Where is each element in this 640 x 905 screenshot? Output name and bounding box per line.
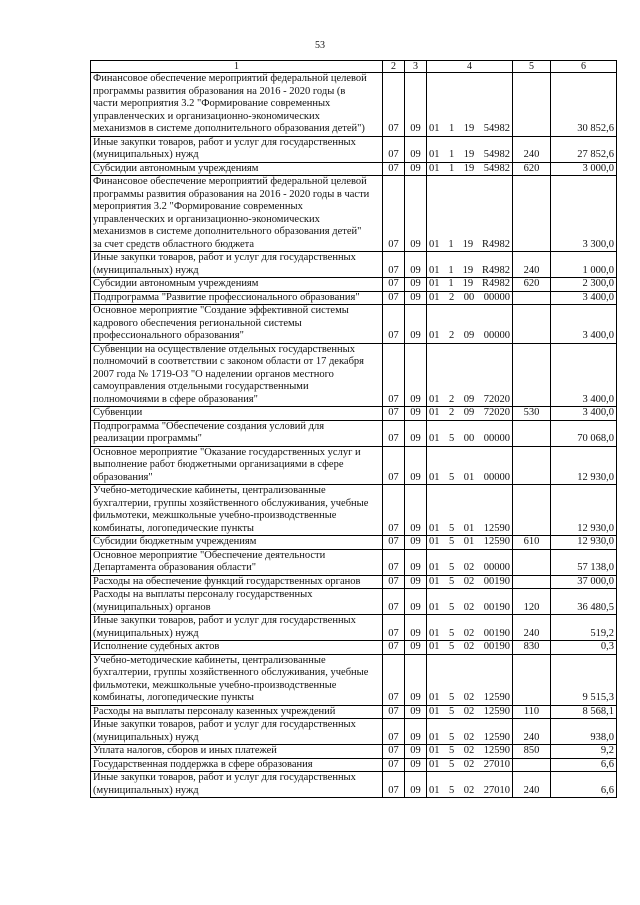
subsection-code: 09 — [405, 745, 427, 759]
table-row — [91, 446, 617, 485]
target-article-code — [427, 485, 513, 536]
table-row — [91, 719, 617, 745]
expense-type-code: 530 — [513, 407, 551, 421]
program-code: 01 — [429, 627, 440, 639]
row-description: Основное мероприятие "Оказание государственных услуг и выполнение работ бюджетными организациями в сфере образования" — [91, 446, 383, 485]
target-article-code — [427, 758, 513, 772]
subprogram-code: 1 — [448, 238, 454, 250]
expense-type-code: 850 — [513, 745, 551, 759]
direction-code: 12590 — [483, 705, 510, 717]
table-row — [91, 73, 617, 137]
amount: 1 000,0 — [551, 252, 617, 278]
column-header: 1 — [91, 61, 383, 73]
expense-type-code — [513, 291, 551, 305]
direction-code: 12590 — [483, 692, 510, 703]
row-description: Иные закупки товаров, работ и услуг для государственных (муниципальных) нужд — [91, 719, 383, 745]
table-row — [91, 278, 617, 292]
measure-code: 02 — [463, 731, 475, 743]
expense-type-code — [513, 305, 551, 344]
amount: 3 300,0 — [551, 176, 617, 252]
target-article-code — [427, 549, 513, 575]
measure-code: 09 — [463, 407, 475, 418]
target-article-code — [427, 641, 513, 655]
subprogram-code: 1 — [449, 123, 455, 134]
amount: 0,3 — [551, 641, 617, 655]
program-code: 01 — [429, 393, 440, 405]
section-code: 07 — [383, 420, 405, 446]
table-row — [91, 641, 617, 655]
subprogram-code: 2 — [449, 407, 455, 418]
direction-code: 00190 — [483, 601, 510, 613]
subsection-code: 09 — [405, 654, 427, 705]
section-code: 07 — [383, 758, 405, 772]
section-code: 07 — [383, 575, 405, 589]
direction-code: 00000 — [483, 291, 510, 303]
measure-code: 01 — [463, 471, 475, 483]
subsection-code: 09 — [405, 705, 427, 719]
direction-code: 00190 — [483, 627, 510, 639]
program-code: 01 — [429, 149, 440, 160]
table-row — [91, 291, 617, 305]
direction-code: 12590 — [483, 536, 510, 547]
program-code: 01 — [429, 692, 440, 703]
header-row — [91, 61, 617, 73]
section-code: 07 — [383, 745, 405, 759]
amount: 3 400,0 — [551, 343, 617, 407]
subsection-code: 09 — [405, 305, 427, 344]
row-description: Финансовое обеспечение мероприятий федеральной целевой программы развития образования на 2016 - 2020 годы в части мероприятия 3.2 "Формирование современных управленческих и организационно-экономических механизмов в системе дополнительного образования детей" за счет средств областного бюджета — [91, 176, 383, 252]
program-code: 01 — [429, 601, 440, 613]
subprogram-code: 2 — [449, 393, 455, 405]
row-description: Уплата налогов, сборов и иных платежей — [91, 745, 383, 759]
direction-code: R4982 — [481, 238, 510, 250]
amount: 6,6 — [551, 772, 617, 798]
subsection-code: 09 — [405, 549, 427, 575]
measure-code: 09 — [463, 393, 475, 405]
subsection-code: 09 — [405, 278, 427, 292]
program-code: 01 — [429, 330, 440, 341]
target-article-code — [427, 705, 513, 719]
row-description: Государственная поддержка в сфере образования — [91, 758, 383, 772]
measure-code: 00 — [463, 291, 475, 303]
table-row — [91, 407, 617, 421]
row-description: Учебно-методические кабинеты, централизованные бухгалтерии, группы хозяйственного обслуживания, учебные фильмотеки, межшкольные учебно-производственные комбинаты, логопедические пункты — [91, 485, 383, 536]
section-code: 07 — [383, 73, 405, 137]
amount: 70 068,0 — [551, 420, 617, 446]
table-row — [91, 485, 617, 536]
target-article-code — [427, 575, 513, 589]
subprogram-code: 5 — [449, 471, 455, 483]
expense-type-code — [513, 758, 551, 772]
subprogram-code: 1 — [449, 162, 455, 174]
measure-code: 02 — [463, 601, 475, 613]
measure-code: 02 — [463, 758, 475, 770]
subsection-code: 09 — [405, 641, 427, 655]
direction-code: 72020 — [483, 407, 510, 418]
section-code: 07 — [383, 719, 405, 745]
section-code: 07 — [383, 305, 405, 344]
subprogram-code: 5 — [449, 601, 455, 613]
direction-code: 00190 — [483, 575, 510, 587]
subsection-code: 09 — [405, 446, 427, 485]
target-article-code — [427, 162, 513, 176]
program-code: 01 — [429, 784, 440, 796]
table-row — [91, 615, 617, 641]
program-code: 01 — [429, 264, 440, 276]
subprogram-code: 5 — [449, 627, 455, 639]
measure-code: 01 — [463, 536, 475, 547]
expense-type-code — [513, 446, 551, 485]
subprogram-code: 5 — [449, 522, 455, 534]
table-row — [91, 589, 617, 615]
expense-type-code: 110 — [513, 705, 551, 719]
measure-code: 02 — [463, 784, 475, 796]
direction-code: 00190 — [483, 641, 510, 652]
expense-type-code — [513, 485, 551, 536]
row-description: Исполнение судебных актов — [91, 641, 383, 655]
direction-code: 54982 — [483, 123, 510, 134]
amount: 12 930,0 — [551, 536, 617, 550]
section-code: 07 — [383, 291, 405, 305]
row-description: Иные закупки товаров, работ и услуг для государственных (муниципальных) нужд — [91, 136, 383, 162]
target-article-code — [427, 745, 513, 759]
amount: 3 400,0 — [551, 291, 617, 305]
measure-code: 02 — [463, 641, 475, 652]
subsection-code: 09 — [405, 176, 427, 252]
subprogram-code: 1 — [448, 264, 454, 276]
section-code: 07 — [383, 446, 405, 485]
subprogram-code: 5 — [449, 758, 455, 770]
subprogram-code: 5 — [449, 731, 455, 743]
expense-type-code — [513, 420, 551, 446]
table-row — [91, 745, 617, 759]
subprogram-code: 2 — [449, 330, 455, 341]
page-number: 53 — [315, 40, 325, 51]
program-code: 01 — [429, 522, 440, 534]
column-header: 3 — [405, 61, 427, 73]
target-article-code — [427, 407, 513, 421]
row-description: Финансовое обеспечение мероприятий федеральной целевой программы развития образования на 2016 - 2020 годы (в части мероприятия 3.2 "Формирование современных управленческих и организационно-экономических механизмов в системе дополнительного образования детей") — [91, 73, 383, 137]
direction-code: 27010 — [483, 784, 510, 796]
amount: 57 138,0 — [551, 549, 617, 575]
direction-code: 27010 — [483, 758, 510, 770]
expense-type-code: 120 — [513, 589, 551, 615]
section-code: 07 — [383, 705, 405, 719]
section-code: 07 — [383, 589, 405, 615]
measure-code: 19 — [463, 123, 475, 134]
expense-type-code — [513, 654, 551, 705]
section-code: 07 — [383, 654, 405, 705]
column-header: 4 — [427, 61, 513, 73]
subprogram-code: 5 — [449, 641, 455, 652]
program-code: 01 — [429, 641, 440, 652]
amount: 3 400,0 — [551, 305, 617, 344]
section-code: 07 — [383, 615, 405, 641]
program-code: 01 — [429, 291, 440, 303]
column-header: 2 — [383, 61, 405, 73]
section-code: 07 — [383, 278, 405, 292]
amount: 3 000,0 — [551, 162, 617, 176]
target-article-code — [427, 278, 513, 292]
subprogram-code: 5 — [449, 745, 455, 756]
table-row — [91, 162, 617, 176]
program-code: 01 — [429, 471, 440, 483]
table-row — [91, 654, 617, 705]
section-code: 07 — [383, 407, 405, 421]
measure-code: 09 — [463, 330, 475, 341]
subprogram-code: 5 — [449, 692, 455, 703]
row-description: Учебно-методические кабинеты, централизованные бухгалтерии, группы хозяйственного обслуживания, учебные фильмотеки, межшкольные учебно-производственные комбинаты, логопедические пункты — [91, 654, 383, 705]
section-code: 07 — [383, 252, 405, 278]
program-code: 01 — [429, 433, 440, 444]
program-code: 01 — [429, 536, 440, 547]
row-description: Основное мероприятие "Обеспечение деятельности Департамента образования области" — [91, 549, 383, 575]
subsection-code: 09 — [405, 536, 427, 550]
expense-type-code: 240 — [513, 615, 551, 641]
row-description: Субсидии бюджетным учреждениям — [91, 536, 383, 550]
target-article-code — [427, 772, 513, 798]
measure-code: 02 — [463, 562, 475, 573]
program-code: 01 — [429, 575, 440, 587]
subsection-code: 09 — [405, 291, 427, 305]
expense-type-code: 620 — [513, 162, 551, 176]
expense-type-code — [513, 549, 551, 575]
target-article-code — [427, 654, 513, 705]
expense-type-code: 240 — [513, 136, 551, 162]
measure-code: 19 — [463, 149, 475, 160]
direction-code: R4982 — [481, 264, 510, 276]
column-header: 5 — [513, 61, 551, 73]
subsection-code: 09 — [405, 407, 427, 421]
measure-code: 19 — [462, 278, 474, 289]
direction-code: 54982 — [483, 149, 510, 160]
target-article-code — [427, 291, 513, 305]
target-article-code — [427, 305, 513, 344]
amount: 36 480,5 — [551, 589, 617, 615]
program-code: 01 — [429, 745, 440, 756]
subsection-code: 09 — [405, 589, 427, 615]
expense-type-code: 620 — [513, 278, 551, 292]
measure-code: 01 — [463, 522, 475, 534]
program-code: 01 — [429, 758, 440, 770]
measure-code: 02 — [463, 627, 475, 639]
direction-code: 00000 — [483, 330, 510, 341]
expense-type-code: 240 — [513, 772, 551, 798]
row-description: Субсидии автономным учреждениям — [91, 278, 383, 292]
section-code: 07 — [383, 176, 405, 252]
subsection-code: 09 — [405, 162, 427, 176]
program-code: 01 — [429, 123, 440, 134]
amount: 12 930,0 — [551, 446, 617, 485]
table-row — [91, 343, 617, 407]
section-code: 07 — [383, 772, 405, 798]
subprogram-code: 5 — [449, 784, 455, 796]
target-article-code — [427, 719, 513, 745]
row-description: Иные закупки товаров, работ и услуг для государственных (муниципальных) нужд — [91, 772, 383, 798]
amount: 27 852,6 — [551, 136, 617, 162]
row-description: Основное мероприятие "Создание эффективной системы кадрового обеспечения региональной системы профессионального образования" — [91, 305, 383, 344]
row-description: Иные закупки товаров, работ и услуг для государственных (муниципальных) нужд — [91, 615, 383, 641]
table-row — [91, 705, 617, 719]
program-code: 01 — [429, 562, 440, 573]
section-code: 07 — [383, 549, 405, 575]
program-code: 01 — [429, 407, 440, 418]
row-description: Субвенции на осуществление отдельных государственных полномочий в соответствии с законом области от 17 декабря 2007 года № 1719-ОЗ "О наделении органов местного самоуправления отдельными государственными полномочиями в сфере образования" — [91, 343, 383, 407]
amount: 519,2 — [551, 615, 617, 641]
subsection-code: 09 — [405, 343, 427, 407]
table-row — [91, 575, 617, 589]
row-description: Подпрограмма "Обеспечение создания условий для реализации программы" — [91, 420, 383, 446]
subsection-code: 09 — [405, 575, 427, 589]
target-article-code — [427, 136, 513, 162]
row-description: Иные закупки товаров, работ и услуг для государственных (муниципальных) нужд — [91, 252, 383, 278]
column-header: 6 — [551, 61, 617, 73]
target-article-code — [427, 252, 513, 278]
direction-code: 00000 — [483, 562, 510, 573]
measure-code: 19 — [462, 238, 474, 250]
direction-code: 54982 — [483, 162, 510, 174]
table-row — [91, 758, 617, 772]
subprogram-code: 5 — [449, 575, 455, 587]
direction-code: 00000 — [483, 471, 510, 483]
subsection-code: 09 — [405, 772, 427, 798]
subprogram-code: 5 — [449, 705, 455, 717]
section-code: 07 — [383, 343, 405, 407]
direction-code: 00000 — [483, 433, 510, 444]
measure-code: 19 — [462, 264, 474, 276]
expense-type-code: 240 — [513, 252, 551, 278]
section-code: 07 — [383, 536, 405, 550]
table-row — [91, 536, 617, 550]
table-row — [91, 772, 617, 798]
row-description: Расходы на выплаты персоналу казенных учреждений — [91, 705, 383, 719]
subsection-code: 09 — [405, 719, 427, 745]
row-description: Расходы на обеспечение функций государственных органов — [91, 575, 383, 589]
amount: 37 000,0 — [551, 575, 617, 589]
table-row — [91, 420, 617, 446]
direction-code: 12590 — [483, 731, 510, 743]
subsection-code: 09 — [405, 758, 427, 772]
direction-code: 12590 — [483, 745, 510, 756]
program-code: 01 — [429, 278, 440, 289]
target-article-code — [427, 615, 513, 641]
amount: 30 852,6 — [551, 73, 617, 137]
target-article-code — [427, 420, 513, 446]
subsection-code: 09 — [405, 136, 427, 162]
row-description: Субвенции — [91, 407, 383, 421]
expense-type-code — [513, 575, 551, 589]
subprogram-code: 5 — [449, 433, 455, 444]
measure-code: 02 — [463, 745, 475, 756]
section-code: 07 — [383, 162, 405, 176]
table-row — [91, 176, 617, 252]
section-code: 07 — [383, 136, 405, 162]
program-code: 01 — [429, 238, 440, 250]
budget-table — [90, 60, 617, 798]
target-article-code — [427, 176, 513, 252]
amount: 8 568,1 — [551, 705, 617, 719]
program-code: 01 — [429, 731, 440, 743]
direction-code: 72020 — [483, 393, 510, 405]
table-row — [91, 252, 617, 278]
measure-code: 02 — [463, 575, 475, 587]
table-row — [91, 549, 617, 575]
subprogram-code: 1 — [449, 149, 455, 160]
subsection-code: 09 — [405, 485, 427, 536]
expense-type-code: 830 — [513, 641, 551, 655]
row-description: Субсидии автономным учреждениям — [91, 162, 383, 176]
amount: 6,6 — [551, 758, 617, 772]
program-code: 01 — [429, 705, 440, 717]
measure-code: 19 — [463, 162, 475, 174]
row-description: Расходы на выплаты персоналу государственных (муниципальных) органов — [91, 589, 383, 615]
target-article-code — [427, 343, 513, 407]
amount: 2 300,0 — [551, 278, 617, 292]
subsection-code: 09 — [405, 615, 427, 641]
amount: 12 930,0 — [551, 485, 617, 536]
direction-code: R4982 — [481, 278, 510, 289]
target-article-code — [427, 589, 513, 615]
target-article-code — [427, 446, 513, 485]
measure-code: 02 — [463, 692, 475, 703]
table-row — [91, 136, 617, 162]
expense-type-code — [513, 343, 551, 407]
table-row — [91, 305, 617, 344]
subprogram-code: 5 — [449, 562, 455, 573]
expense-type-code — [513, 176, 551, 252]
section-code: 07 — [383, 485, 405, 536]
subprogram-code: 5 — [449, 536, 455, 547]
amount: 938,0 — [551, 719, 617, 745]
expense-type-code: 240 — [513, 719, 551, 745]
amount: 9 515,3 — [551, 654, 617, 705]
subprogram-code: 1 — [448, 278, 454, 289]
program-code: 01 — [429, 162, 440, 174]
section-code: 07 — [383, 641, 405, 655]
target-article-code — [427, 73, 513, 137]
measure-code: 02 — [463, 705, 475, 717]
subprogram-code: 2 — [449, 291, 455, 303]
expense-type-code — [513, 73, 551, 137]
direction-code: 12590 — [483, 522, 510, 534]
measure-code: 00 — [463, 433, 475, 444]
amount: 9,2 — [551, 745, 617, 759]
row-description: Подпрограмма "Развитие профессионального образования" — [91, 291, 383, 305]
subsection-code: 09 — [405, 252, 427, 278]
target-article-code — [427, 536, 513, 550]
expense-type-code: 610 — [513, 536, 551, 550]
amount: 3 400,0 — [551, 407, 617, 421]
subsection-code: 09 — [405, 420, 427, 446]
subsection-code: 09 — [405, 73, 427, 137]
